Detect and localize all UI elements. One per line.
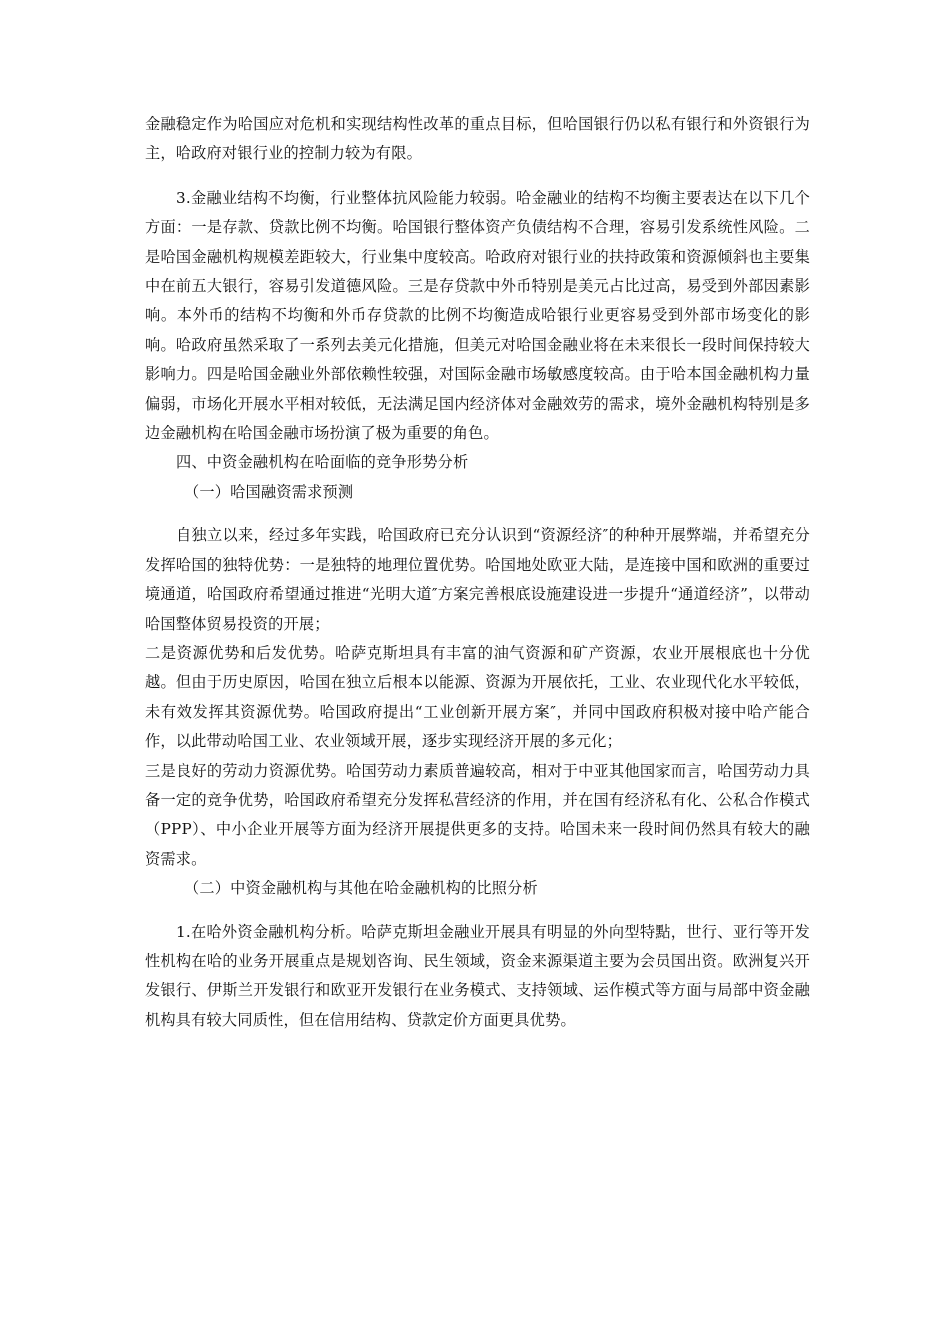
- subsection-heading-comparison: （二）中资金融机构与其他在哈金融机构的比照分析: [184, 879, 538, 898]
- section-heading-competition: 四、中资金融机构在哈面临的竞争形势分析: [176, 453, 469, 472]
- paragraph-financing-demand-3: 三是良好的劳动力资源优势。哈国劳动力素质普遍较高，相对于中亚其他国家而言，哈国劳动力具备一定的竞争优势，哈国政府希望充分发挥私营经济的作用，并在国有经济私有化、公私合作模式（PPP）、中小企业开展等方面为经济开展提供更多的支持。哈国未来一段时间仍然具有较大的融资需求。: [145, 761, 810, 868]
- document-page: [145, 110, 810, 1035]
- paragraph-foreign-institutions: 1.在哈外资金融机构分析。哈萨克斯坦金融业开展具有明显的外向型特點，世行、亚行等开发性机构在哈的业务开展重点是规划咨询、民生领域，资金来源渠道主要为会员国出资。欧洲复兴开发银行、伊斯兰开发银行和欧亚开发银行在业务模式、支持领域、运作模式等方面与局部中资金融机构具有较大同质性，但在信用结构、贷款定价方面更具优势。: [145, 922, 810, 1029]
- paragraph-bank-control: 金融稳定作为哈国应对危机和实现结构性改革的重点目标，但哈国银行仍以私有银行和外资银行为主，哈政府对银行业的控制力较为有限。: [145, 115, 810, 163]
- paragraph-financing-demand-1: 自独立以来，经过多年实践，哈国政府已充分认识到“资源经济″的种种开展弊端，并希望充分发挥哈国的独特优势：一是独特的地理位置优势。哈国地处欧亚大陆，是连接中国和欧洲的重要过境通道，哈国政府希望通过推进“光明大道″方案完善根底设施建设进一步提升“通道经济”，以带动哈国整体贸易投资的开展；: [145, 526, 810, 633]
- paragraph-financing-demand-2: 二是资源优势和后发优势。哈萨克斯坦具有丰富的油气资源和矿产资源，农业开展根底也十分优越。但由于历史原因，哈国在独立后根本以能源、资源为开展依托，工业、农业现代化水平较低，未有效发挥其资源优势。哈国政府提出“工业创新开展方案″，并同中国政府积极对接中哈产能合作，以此带动哈国工业、农业领域开展，逐步实现经济开展的多元化；: [145, 643, 810, 751]
- subsection-heading-financing-demand: （一）哈国融资需求预测: [184, 482, 354, 501]
- paragraph-structure-imbalance: 3.金融业结构不均衡，行业整体抗风险能力较弱。哈金融业的结构不均衡主要表达在以下几个方面：一是存款、贷款比例不均衡。哈国银行整体资产负债结构不合理，容易引发系统性风险。二是哈国金融机构规模差距较大，行业集中度较高。哈政府对银行业的扶持政策和资源倾斜也主要集中在前五大银行，容易引发道德风险。三是存贷款中外币特别是美元占比过高，易受到外部因素影响。本外币的结构不均衡和外币存贷款的比例不均衡造成哈银行业更容易受到外部市场变化的影响。哈政府虽然采取了一系列去美元化措施，但美元对哈国金融业将在未来很长一段时间保持较大影响力。四是哈国金融业外部依赖性较强，对国际金融市场敏感度较高。由于哈本国金融机构力量偏弱，市场化开展水平相对较低，无法满足国内经济体对金融效劳的需求，境外金融机构特别是多边金融机构在哈国金融市场扮演了极为重要的角色。: [145, 188, 810, 443]
